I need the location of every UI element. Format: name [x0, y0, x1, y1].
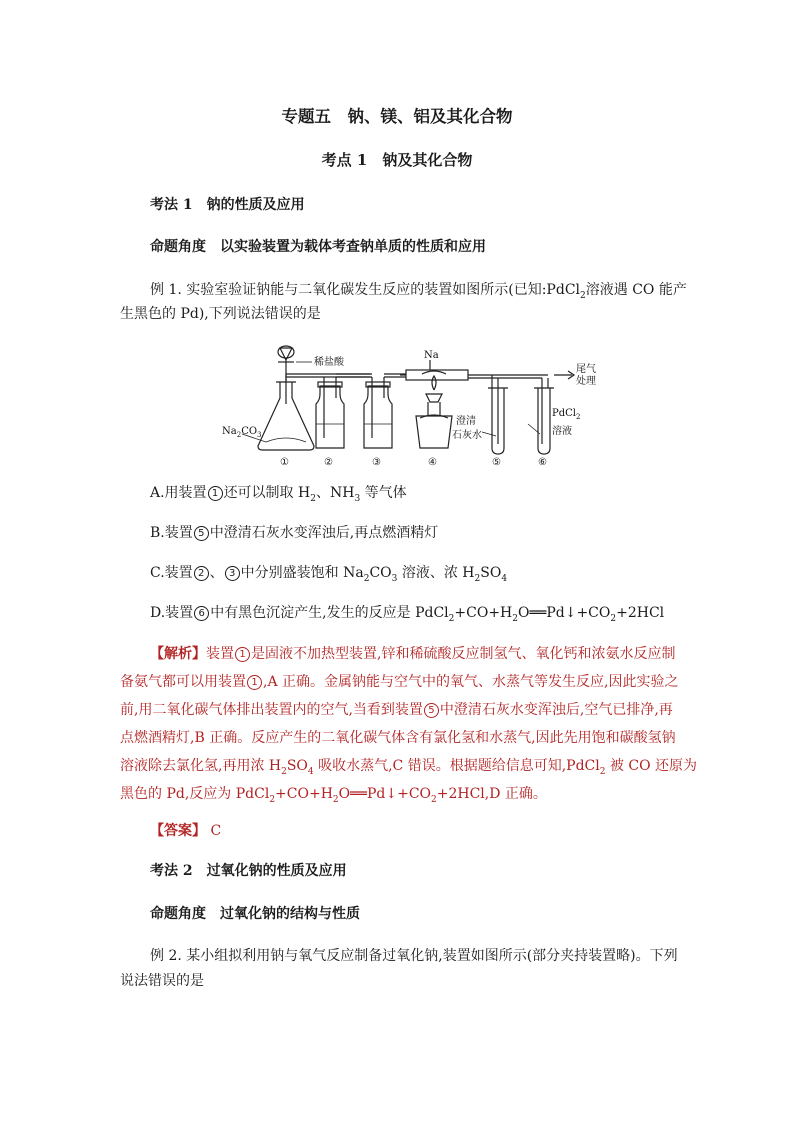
circled-number: 1 — [208, 486, 223, 501]
label-na: Na — [424, 350, 439, 361]
label-dilute-hcl: 稀盐酸 — [314, 357, 344, 368]
option-d: D.装置 6 中有黑色沉淀产生,发生的反应是 $PdCl_2+CO+H_2O══Pd↓+CO_2+2HCl$ — [150, 605, 665, 624]
topic-subtitle: 考点 1 钠及其化合物 — [321, 151, 473, 169]
section2-angle: 命题角度 过氧化钠的结构与性质 — [150, 906, 360, 922]
answer-line — [150, 822, 221, 840]
section1-heading: 考法 1 钠的性质及应用 — [150, 197, 305, 213]
circled-number: 5 — [424, 703, 439, 718]
analysis-line4: 点燃酒精灯,B 正确。反应产生的二氧化碳气体含有氯化氢和水蒸气,因此先用饱和碳酸氢钠 — [120, 730, 676, 746]
circled-number: 2 — [194, 566, 209, 581]
answer-value: C — [210, 823, 222, 839]
page-title: 专题五 钠、镁、铝及其化合物 — [281, 107, 513, 126]
num-3: ③ — [372, 457, 381, 466]
label-limewater-1: 澄清 — [456, 416, 476, 427]
answer-tag: 【答案】 — [150, 823, 206, 839]
section1-angle: 命题角度 以实验装置为载体考查钠单质的性质和应用 — [150, 239, 486, 255]
q1-text-post: 溶液遇 CO 能产 — [585, 282, 687, 298]
label-tail-gas: 尾气 — [576, 364, 596, 375]
section2-heading: 考法 2 过氧化钠的性质及应用 — [150, 863, 347, 879]
option-b: B.装置 5 中澄清石灰水变浑浊后,再点燃酒精灯 — [150, 525, 439, 541]
option-a: A.用装置 1 还可以制取 $H_2$、$NH_3$ 等气体 — [150, 485, 407, 504]
num-6: ⑥ — [538, 457, 547, 466]
label-na2co3: $Na_2CO_3$ — [222, 426, 262, 439]
example2-question-line1: 例 2. 某小组拟利用钠与氧气反应制备过氧化钠,装置如图所示(部分夹持装置略)。下列 — [150, 948, 678, 964]
circled-number: 5 — [194, 526, 209, 541]
analysis-line5: 溶液除去氯化氢,再用浓 $H_2SO_4$ 吸收水蒸气,C 错误。根据题给信息可知,PdCl$_2$ 被 CO 还原为 — [120, 758, 698, 777]
option-c: C.装置 2 、 3 中分别盛装饱和 $Na_2CO_3$ 溶液、浓 $H_2SO_4$ — [150, 565, 508, 584]
label-treatment: 处理 — [576, 376, 596, 387]
num-1: ① — [280, 457, 289, 466]
label-pdcl2: PdCl$_2$ — [552, 408, 581, 421]
circled-number: 6 — [194, 606, 209, 621]
example2-question-line2: 说法错误的是 — [120, 973, 204, 989]
analysis-line3: 前,用二氧化碳气体排出装置内的空气,当看到装置 5 中澄清石灰水变浑浊后,空气已排净,再 — [120, 702, 673, 718]
analysis-line2: 备氨气都可以用装置 1 ,A 正确。金属钠能与空气中的氧气、水蒸气等发生反应,因此实验之 — [120, 674, 679, 690]
circled-number: 3 — [225, 566, 240, 581]
num-4: ④ — [428, 457, 437, 466]
num-5: ⑤ — [492, 457, 501, 466]
example1-question-line1 — [150, 281, 687, 305]
q1-sub: 2 — [580, 290, 586, 301]
example1-question-line2: 生黑色的 Pd),下列说法错误的是 — [120, 306, 321, 322]
analysis-line6: 黑色的 Pd,反应为 $PdCl_2+CO+H_2O══Pd↓+CO_2+2HCl,D$ 正确。 — [120, 786, 547, 805]
num-2: ② — [324, 457, 333, 466]
label-solution: 溶液 — [552, 426, 572, 437]
q1-text: 例 1. 实验室验证钠能与二氧化碳发生反应的装置如图所示(已知:PdCl — [150, 282, 581, 298]
apparatus-diagram — [220, 338, 600, 466]
label-limewater-2: 石灰水 — [452, 430, 482, 441]
analysis-tag: 【解析】 — [150, 646, 206, 662]
circled-number: 1 — [235, 647, 250, 662]
circled-number: 1 — [247, 675, 262, 690]
analysis-line1: 【解析】装置 1 是固液不加热型装置,锌和稀硫酸反应制氢气、氧化钙和浓氨水反应制 — [150, 646, 676, 662]
